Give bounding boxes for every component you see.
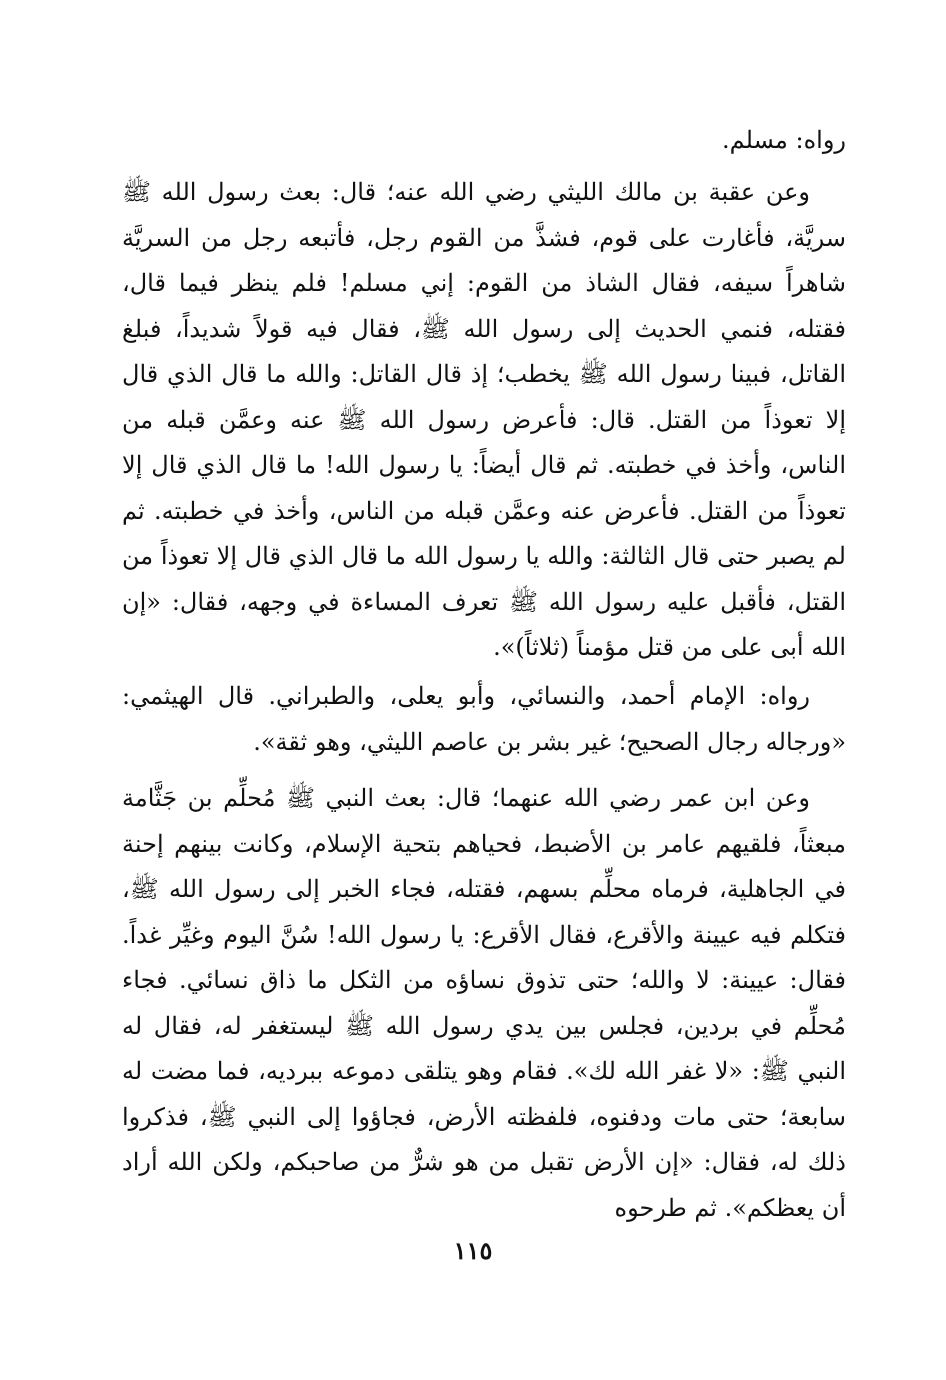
- paragraph-hadith-ibn-umar: وعن ابن عمر رضي الله عنهما؛ قال: بعث النبي ﷺ مُحلِّم بن جَثَّامة مبعثاً، فلقيهم عامر بن الأضبط، فحياهم بتحية الإسلام، وكانت بينهم إحنة في الجاهلية، فرماه محلِّم بسهم، فقتله، فجاء الخبر إلى رسول الله ﷺ، فتكلم فيه عيينة والأقرع، فقال الأقرع: يا رسول الله! سُنَّ اليوم وغيِّر غداً. فقال: عيينة: لا والله؛ حتى تذوق نساؤه من الثكل ما ذاق نسائي. فجاء مُحلِّم في بردين، فجلس بين يدي رسول الله ﷺ ليستغفر له، فقال له النبي ﷺ: «لا غفر الله لك». فقام وهو يتلقى دموعه ببرديه، فما مضت له سابعة؛ حتى مات ودفنوه، فلفظته الأرض، فجاؤوا إلى النبي ﷺ، فذكروا ذلك له، فقال: «إن الأرض تقبل من هو شرٌّ من صاحبكم، ولكن الله أراد أن يعظكم». ثم طرحوه: [122, 784, 847, 1222]
- paragraph-hadith-uqbah: وعن عقبة بن مالك الليثي رضي الله عنه؛ قال: بعث رسول الله ﷺ سريَّة، فأغارت على قوم، فشذَّ من القوم رجل، فأتبعه رجل من السريَّة شاهراً سيفه، فقال الشاذ من القوم: إني مسلم! فلم ينظر فيما قال، فقتله، فنمي الحديث إلى رسول الله ﷺ، فقال فيه قولاً شديداً، فبلغ القاتل، فبينا رسول الله ﷺ يخطب؛ إذ قال القاتل: والله ما قال الذي قال إلا تعوذاً من القتل. قال: فأعرض رسول الله ﷺ عنه وعمَّن قبله من الناس، وأخذ في خطبته. ثم قال أيضاً: يا رسول الله! ما قال الذي قال إلا تعوذاً من القتل. فأعرض عنه وعمَّن قبله من الناس، وأخذ في خطبته. ثم لم يصبر حتى قال الثالثة: والله يا رسول الله ما قال الذي قال إلا تعوذاً من القتل، فأقبل عليه رسول الله ﷺ تعرف المساءة في وجهه، فقال: «إن الله أبى على من قتل مؤمناً (ثلاثاً)».: [122, 178, 847, 661]
- page-number: ١١٥: [453, 1236, 493, 1265]
- paragraph-riwayah-ahmad: رواه: الإمام أحمد، والنسائي، وأبو يعلى، والطبراني. قال الهيثمي: «ورجاله رجال الصحيح؛ غير بشر بن عاصم الليثي، وهو ثقة».: [122, 682, 846, 756]
- paragraph-riwayah-muslim: رواه: مسلم.: [722, 126, 846, 154]
